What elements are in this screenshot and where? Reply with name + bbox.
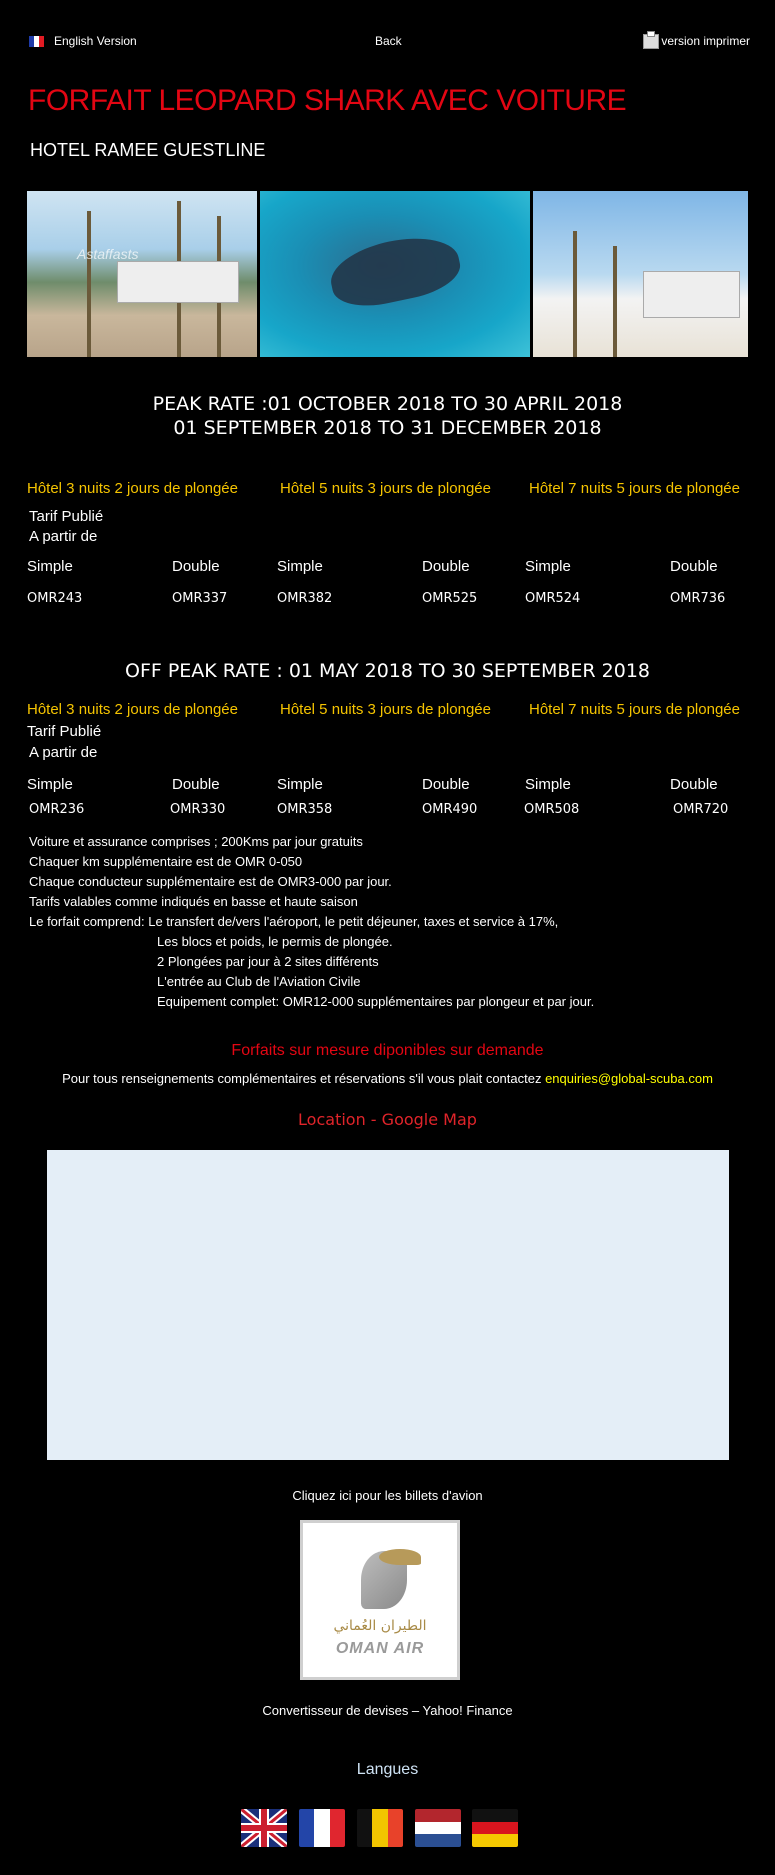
printer-icon — [643, 34, 659, 49]
note-line: Tarifs valables comme indiqués en basse et haute saison — [29, 894, 358, 909]
flight-tickets-link[interactable]: Cliquez ici pour les billets d'avion — [292, 1488, 483, 1503]
stingray-photo — [260, 191, 530, 357]
offpeak-col-double-1: Double — [172, 776, 220, 793]
note-line: Equipement complet: OMR12-000 supplémentaires par plongeur et par jour. — [157, 994, 595, 1009]
note-line: Voiture et assurance comprises ; 200Kms par jour gratuits — [29, 834, 363, 849]
offpeak-package-2: Hôtel 5 nuits 3 jours de plongée — [280, 701, 491, 718]
beach-photo — [533, 191, 748, 357]
note-line: Les blocs et poids, le permis de plongée. — [157, 934, 393, 949]
oman-air-arabic: الطيران العُماني — [333, 1618, 427, 1634]
offpeak-price-6: OMR720 — [673, 802, 729, 817]
google-map[interactable] — [47, 1150, 729, 1460]
resort-photo — [27, 191, 257, 357]
offpeak-package-3: Hôtel 7 nuits 5 jours de plongée — [529, 701, 740, 718]
print-link[interactable] — [643, 34, 750, 49]
note-line: Chaquer km supplémentaire est de OMR 0-050 — [29, 854, 303, 869]
contact-email-link[interactable]: enquiries@global-scuba.com — [545, 1071, 713, 1086]
peak-price-4: OMR525 — [422, 591, 478, 606]
offpeak-col-double-2: Double — [422, 776, 470, 793]
peak-price-1: OMR243 — [27, 591, 83, 606]
offpeak-col-simple-3: Simple — [525, 776, 571, 793]
offpeak-rate-heading: OFF PEAK RATE : 01 MAY 2018 TO 30 SEPTEMBER 2018 — [124, 660, 650, 682]
peak-col-simple-3: Simple — [525, 558, 571, 575]
peak-package-2: Hôtel 5 nuits 3 jours de plongée — [280, 480, 491, 497]
peak-col-double-3: Double — [670, 558, 718, 575]
offpeak-price-1: OMR236 — [29, 802, 85, 817]
peak-col-double-1: Double — [172, 558, 220, 575]
print-label: version imprimer — [661, 34, 750, 48]
peak-package-1: Hôtel 3 nuits 2 jours de plongée — [27, 480, 238, 497]
hotel-name: HOTEL RAMEE GUESTLINE — [30, 140, 266, 160]
oman-air-english: OMAN AIR — [335, 1640, 425, 1657]
offpeak-price-3: OMR358 — [277, 802, 333, 817]
peak-col-double-2: Double — [422, 558, 470, 575]
france-flag-icon[interactable] — [299, 1809, 345, 1847]
top-bar — [0, 34, 775, 52]
contact-line — [0, 1071, 775, 1086]
offpeak-col-double-3: Double — [670, 776, 718, 793]
peak-col-simple-1: Simple — [27, 558, 73, 575]
custom-packages-note: Forfaits sur mesure diponibles sur demande — [231, 1042, 544, 1059]
peak-price-5: OMR524 — [525, 591, 581, 606]
offpeak-price-5: OMR508 — [524, 802, 580, 817]
offpeak-tarif-label: Tarif Publié — [27, 723, 102, 740]
note-line: Chaque conducteur supplémentaire est de OMR3-000 par jour. — [29, 874, 392, 889]
belgium-flag-icon[interactable] — [357, 1809, 403, 1847]
peak-rate-heading: PEAK RATE :01 OCTOBER 2018 TO 30 APRIL 2018 — [152, 393, 623, 415]
languages-title: Langues — [356, 1761, 419, 1778]
contact-text: Pour tous renseignements complémentaires et réservations s'il vous plait contactez — [62, 1071, 546, 1086]
peak-col-simple-2: Simple — [277, 558, 323, 575]
peak-tarif-label: Tarif Publié — [29, 508, 104, 525]
germany-flag-icon[interactable] — [472, 1809, 518, 1847]
uk-flag-icon[interactable] — [241, 1809, 287, 1847]
note-line: Le forfait comprend: Le transfert de/vers l'aéroport, le petit déjeuner, taxes et service à 17%, — [29, 914, 559, 929]
oman-air-logo[interactable] — [300, 1520, 460, 1680]
offpeak-price-4: OMR490 — [422, 802, 478, 817]
offpeak-col-simple-2: Simple — [277, 776, 323, 793]
peak-package-3: Hôtel 7 nuits 5 jours de plongée — [529, 480, 740, 497]
offpeak-package-1: Hôtel 3 nuits 2 jours de plongée — [27, 701, 238, 718]
location-google-map-link[interactable]: Location - Google Map — [298, 1110, 477, 1129]
netherlands-flag-icon[interactable] — [415, 1809, 461, 1847]
package-notes — [29, 832, 594, 1012]
photo-watermark: Astaffasts — [77, 246, 139, 262]
peak-price-6: OMR736 — [670, 591, 726, 606]
peak-price-2: OMR337 — [172, 591, 228, 606]
peak-from-label: A partir de — [29, 528, 98, 545]
english-version-link[interactable]: English Version — [54, 34, 137, 48]
peak-price-3: OMR382 — [277, 591, 333, 606]
french-flag-icon — [29, 36, 44, 47]
note-line: 2 Plongées par jour à 2 sites différents — [157, 954, 379, 969]
language-flags — [241, 1809, 541, 1849]
peak-rate-heading-2: 01 SEPTEMBER 2018 TO 31 DECEMBER 2018 — [173, 417, 602, 439]
offpeak-price-2: OMR330 — [170, 802, 226, 817]
offpeak-from-label: A partir de — [29, 744, 98, 761]
page-title: FORFAIT LEOPARD SHARK AVEC VOITURE — [28, 84, 627, 117]
note-line: L'entrée au Club de l'Aviation Civile — [157, 974, 361, 989]
currency-converter-link[interactable]: Convertisseur de devises – Yahoo! Finance — [262, 1703, 513, 1718]
oman-air-wing-icon — [379, 1549, 421, 1565]
back-link[interactable]: Back — [375, 34, 402, 48]
photo-strip — [27, 191, 748, 357]
offpeak-col-simple-1: Simple — [27, 776, 73, 793]
